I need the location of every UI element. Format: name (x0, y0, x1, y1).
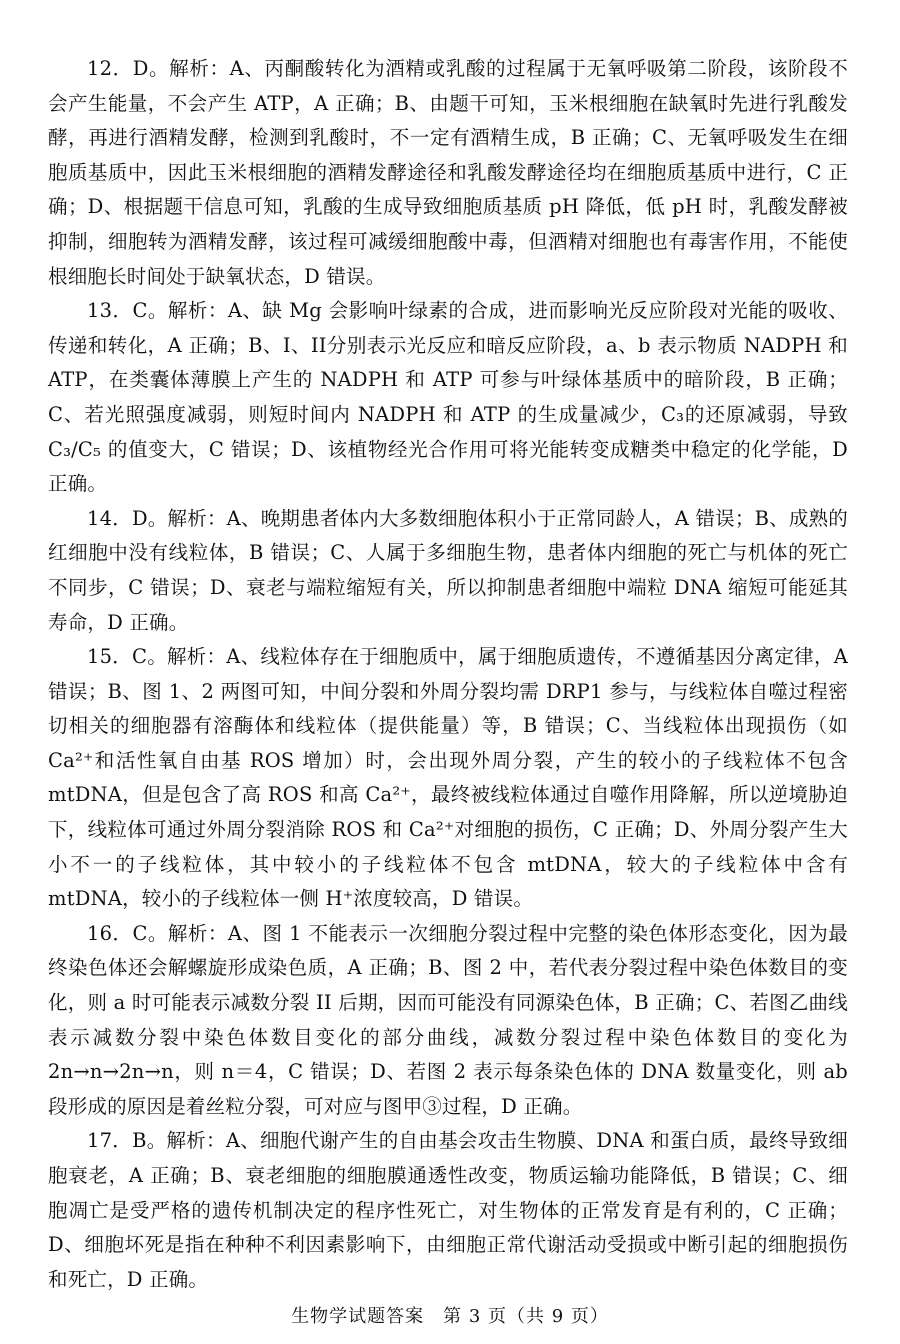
answer-page (48, 52, 848, 1297)
answer-16: 16．C。解析：A、图 1 不能表示一次细胞分裂过程中完整的染色体形态变化，因为最终染色体还会解螺旋形成染色质，A 正确；B、图 2 中，若代表分裂过程中染色体数目的变化，则 a 时可能表示减数分裂 II 后期，因而可能没有同源染色体，B 正确；C、若图乙曲线表示减数分裂中染色体数目变化的部分曲线，减数分裂过程中染色体数目的变化为 2n→n→2n→n，则 n＝4，C 错误；D、若图 2 表示每条染色体的 DNA 数量变化，则 ab 段形成的原因是着丝粒分裂，可对应与图甲③过程，D 正确。 (48, 921, 848, 1118)
answer-17: 17．B。解析：A、细胞代谢产生的自由基会攻击生物膜、DNA 和蛋白质，最终导致细胞衰老，A 正确；B、衰老细胞的细胞膜通透性改变，物质运输功能降低，B 错误；C、细胞凋亡是受严格的遗传机制决定的程序性死亡，对生物体的正常发育是有利的，C 正确；D、细胞坏死是指在种种不利因素影响下，由细胞正常代谢活动受损或中断引起的细胞损伤和死亡，D 正确。 (48, 1129, 848, 1291)
answer-12: 12．D。解析：A、丙酮酸转化为酒精或乳酸的过程属于无氧呼吸第二阶段，该阶段不会产生能量，不会产生 ATP，A 正确；B、由题干可知，玉米根细胞在缺氧时先进行乳酸发酵，再进行酒精发酵，检测到乳酸时，不一定有酒精生成，B 正确；C、无氧呼吸发生在细胞质基质中，因此玉米根细胞的酒精发酵途径和乳酸发酵途径均在细胞质基质中进行，C 正确；D、根据题干信息可知，乳酸的生成导致细胞质基质 pH 降低，低 pH 时，乳酸发酵被抑制，细胞转为酒精发酵，该过程可减缓细胞酸中毒，但酒精对细胞也有毒害作用，不能使根细胞长时间处于缺氧状态，D 错误。 (48, 57, 848, 288)
answer-13: 13．C。解析：A、缺 Mg 会影响叶绿素的合成，进而影响光反应阶段对光能的吸收、传递和转化，A 正确；B、I、II分别表示光反应和暗反应阶段，a、b 表示物质 NADPH 和 ATP，在类囊体薄膜上产生的 NADPH 和 ATP 可参与叶绿体基质中的暗阶段，B 正确；C、若光照强度减弱，则短时间内 NADPH 和 ATP 的生成量减少，C₃的还原减弱，导致 C₃/C₅ 的值变大，C 错误；D、该植物经光合作用可将光能转变成糖类中稳定的化学能，D 正确。 (48, 299, 848, 496)
answer-15: 15．C。解析：A、线粒体存在于细胞质中，属于细胞质遗传，不遵循基因分离定律，A 错误；B、图 1、2 两图可知，中间分裂和外周分裂均需 DRP1 参与，与线粒体自噬过程密切相关的细胞器有溶酶体和线粒体（提供能量）等，B 错误；C、当线粒体出现损伤（如 Ca²⁺和活性氧自由基 ROS 增加）时，会出现外周分裂，产生的较小的子线粒体不包含 mtDNA，但是包含了高 ROS 和高 Ca²⁺，最终被线粒体通过自噬作用降解，所以逆境胁迫下，线粒体可通过外周分裂消除 ROS 和 Ca²⁺对细胞的损伤，C 正确；D、外周分裂产生大小不一的子线粒体，其中较小的子线粒体不包含 mtDNA，较大的子线粒体中含有 mtDNA，较小的子线粒体一侧 H⁺浓度较高，D 错误。 (48, 645, 848, 911)
page-footer: 生物学试题答案 第 3 页（共 9 页） (291, 1306, 609, 1327)
answer-14: 14．D。解析：A、晚期患者体内大多数细胞体积小于正常同龄人，A 错误；B、成熟的红细胞中没有线粒体，B 错误；C、人属于多细胞生物，患者体内细胞的死亡与机体的死亡不同步，C 错误；D、衰老与端粒缩短有关，所以抑制患者细胞中端粒 DNA 缩短可能延其寿命，D 正确。 (48, 506, 848, 634)
